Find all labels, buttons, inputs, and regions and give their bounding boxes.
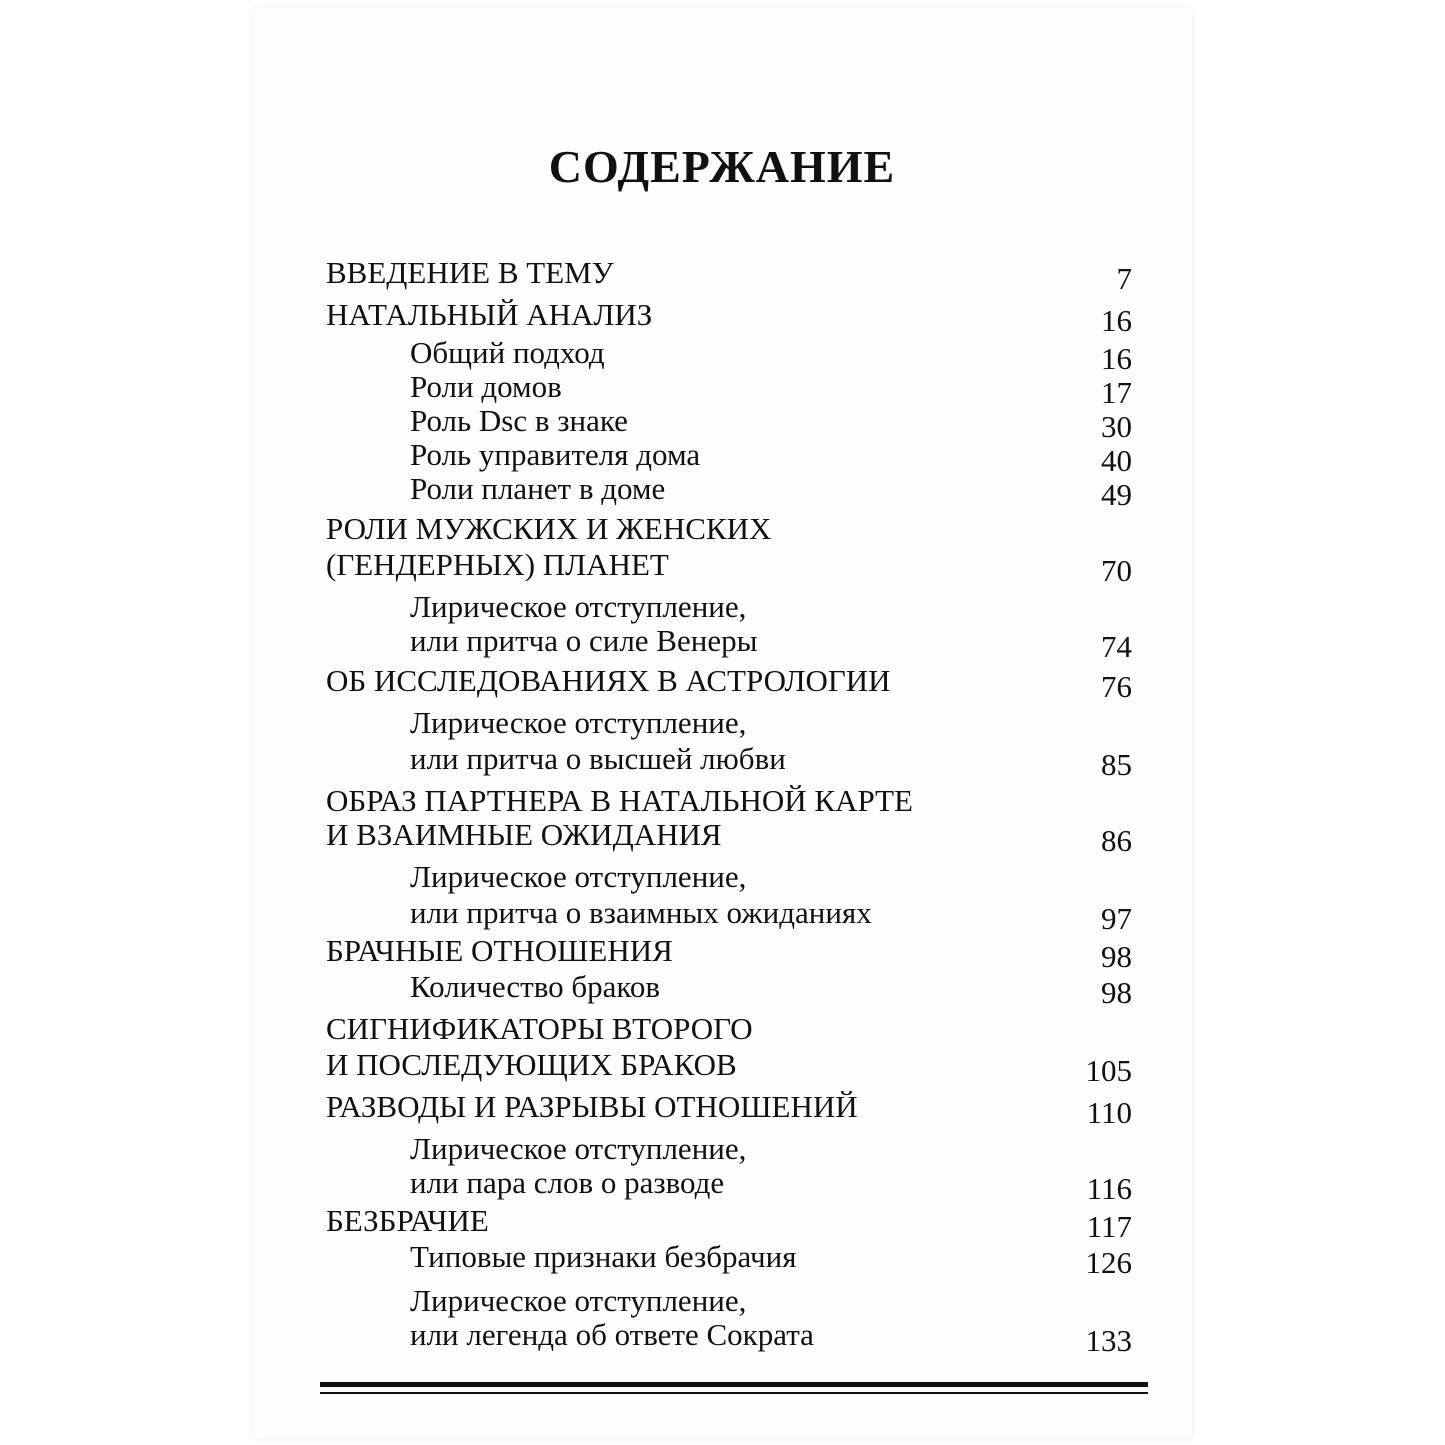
toc-page-number: 7 — [1116, 261, 1132, 296]
toc-subsection-title: Роль Dsc в знаке — [410, 403, 628, 438]
toc-page-number: 76 — [1101, 669, 1132, 704]
toc-page-number: 85 — [1101, 747, 1132, 782]
toc-section-title: СИГНИФИКАТОРЫ ВТОРОГО — [326, 1011, 753, 1046]
toc-page-number: 16 — [1101, 341, 1132, 376]
toc-section-title: НАТАЛЬНЫЙ АНАЛИЗ — [326, 297, 653, 332]
toc-page-number: 30 — [1101, 409, 1132, 444]
toc-subsection-title: Количество браков — [410, 969, 661, 1004]
toc-section-title: БРАЧНЫЕ ОТНОШЕНИЯ — [326, 933, 673, 968]
toc-page-number: 133 — [1085, 1323, 1132, 1358]
toc-section-title: (ГЕНДЕРНЫХ) ПЛАНЕТ — [326, 547, 669, 582]
toc-page-number: 126 — [1085, 1245, 1132, 1280]
toc-subsection-title: Лирическое отступление, — [410, 1283, 747, 1318]
bottom-rule-thin — [320, 1392, 1148, 1394]
toc-subsection-title: или притча о силе Венеры — [410, 623, 758, 658]
toc-section-title: БЕЗБРАЧИЕ — [326, 1203, 489, 1238]
toc-page-number: 16 — [1101, 303, 1132, 338]
toc-subsection-title: Лирическое отступление, — [410, 859, 747, 894]
toc-page-number: 116 — [1086, 1171, 1132, 1206]
toc-subsection-title: Роли планет в доме — [410, 471, 666, 506]
toc-page-number: 110 — [1086, 1095, 1132, 1130]
bottom-rule-thick — [320, 1382, 1148, 1387]
toc-section-title: И ВЗАИМНЫЕ ОЖИДАНИЯ — [326, 817, 722, 852]
toc-section-title: РАЗВОДЫ И РАЗРЫВЫ ОТНОШЕНИЙ — [326, 1089, 858, 1124]
toc-subsection-title: Роль управителя дома — [410, 437, 701, 472]
toc-subsection-title: Лирическое отступление, — [410, 589, 747, 624]
toc-subsection-title: или притча о высшей любви — [410, 741, 786, 776]
toc-page-number: 98 — [1101, 975, 1132, 1010]
toc-subsection-title: Общий подход — [410, 335, 605, 370]
page-title: СОДЕРЖАНИЕ — [548, 141, 896, 192]
toc-page-number: 105 — [1085, 1053, 1132, 1088]
toc-subsection-title: или легенда об ответе Сократа — [410, 1317, 814, 1352]
toc-page-number: 97 — [1101, 901, 1132, 936]
toc-section-title: ВВЕДЕНИЕ В ТЕМУ — [326, 255, 614, 290]
toc-page-number: 17 — [1101, 375, 1132, 410]
toc-page-number: 49 — [1101, 477, 1132, 512]
toc-page-number: 74 — [1101, 629, 1132, 664]
toc-page-number: 70 — [1101, 553, 1132, 588]
toc-page-number: 40 — [1101, 443, 1132, 478]
toc-section-title: РОЛИ МУЖСКИХ И ЖЕНСКИХ — [326, 511, 772, 546]
toc-page-number: 98 — [1101, 939, 1132, 974]
toc-subsection-title: или пара слов о разводе — [410, 1165, 725, 1200]
toc-subsection-title: Лирическое отступление, — [410, 705, 747, 740]
toc-subsection-title: Лирическое отступление, — [410, 1131, 747, 1166]
toc-page-number: 117 — [1086, 1209, 1132, 1244]
toc-subsection-title: Типовые признаки безбрачия — [410, 1239, 797, 1274]
toc-subsection-title: Роли домов — [410, 369, 562, 404]
toc-page-number: 86 — [1101, 823, 1132, 858]
toc-section-title: И ПОСЛЕДУЮЩИХ БРАКОВ — [326, 1047, 737, 1082]
toc-section-title: ОБ ИССЛЕДОВАНИЯХ В АСТРОЛОГИИ — [326, 663, 891, 698]
toc-subsection-title: или притча о взаимных ожиданиях — [410, 895, 872, 930]
toc-section-title: ОБРАЗ ПАРТНЕРА В НАТАЛЬНОЙ КАРТЕ — [326, 783, 913, 818]
